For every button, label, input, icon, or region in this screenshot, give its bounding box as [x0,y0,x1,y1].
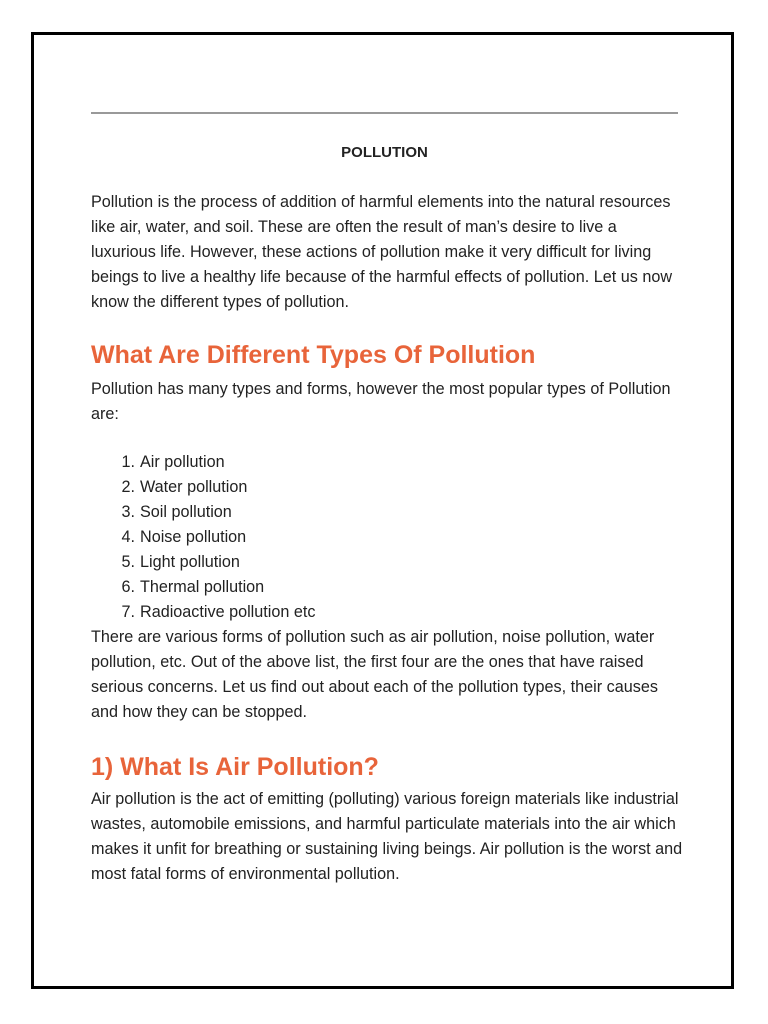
list-item-number: 7. [121,603,135,621]
list-item-number: 6. [121,578,135,596]
list-item-number: 5. [121,553,135,571]
list-item [91,450,315,475]
list-item-label: Water pollution [140,478,248,496]
types-lead-paragraph: Pollution has many types and forms, however the most popular types of Pollution are: [91,380,671,423]
list-item-number: 3. [121,503,135,521]
intro-paragraph: Pollution is the process of addition of harmful elements into the natural resources like air, water, and soil. These are often the result of man’s desire to live a luxurious life. However, these actions of pollution make it very difficult for living beings to live a healthy life because of the harmful effects of pollution. Let us now know the different types of pollution. [91,193,673,311]
list-item-label: Radioactive pollution etc [140,603,316,621]
list-item-label: Noise pollution [140,528,247,546]
air-pollution-paragraph: Air pollution is the act of emitting (polluting) various foreign materials like industrial wastes, automobile emissions, and harmful particulate materials into the air which makes it unfit for breathing or sustaining living beings. Air pollution is the worst and most fatal forms of environmental pollution. [91,790,683,883]
list-item [91,475,315,500]
header-rule [91,112,678,114]
section-heading-air-pollution: 1) What Is Air Pollution? [91,753,379,781]
list-item-number: 1. [121,453,135,471]
list-item-number: 4. [121,528,135,546]
pollution-types-list [91,450,315,625]
list-item-label: Soil pollution [140,503,232,521]
document-title: POLLUTION [341,144,428,161]
list-item [91,550,315,575]
types-summary-paragraph: There are various forms of pollution such as air pollution, noise pollution, water pollution, etc. Out of the above list, the first four are the ones that have raised serious concerns. Let us find out about each of the pollution types, their causes and how they can be stopped. [91,628,658,721]
list-item [91,525,315,550]
list-item-number: 2. [121,478,135,496]
list-item-label: Thermal pollution [140,578,265,596]
list-item-label: Light pollution [140,553,240,571]
list-item [91,575,315,600]
list-item-label: Air pollution [140,453,225,471]
list-item [91,600,315,625]
list-item [91,500,315,525]
section-heading-types: What Are Different Types Of Pollution [91,341,536,369]
